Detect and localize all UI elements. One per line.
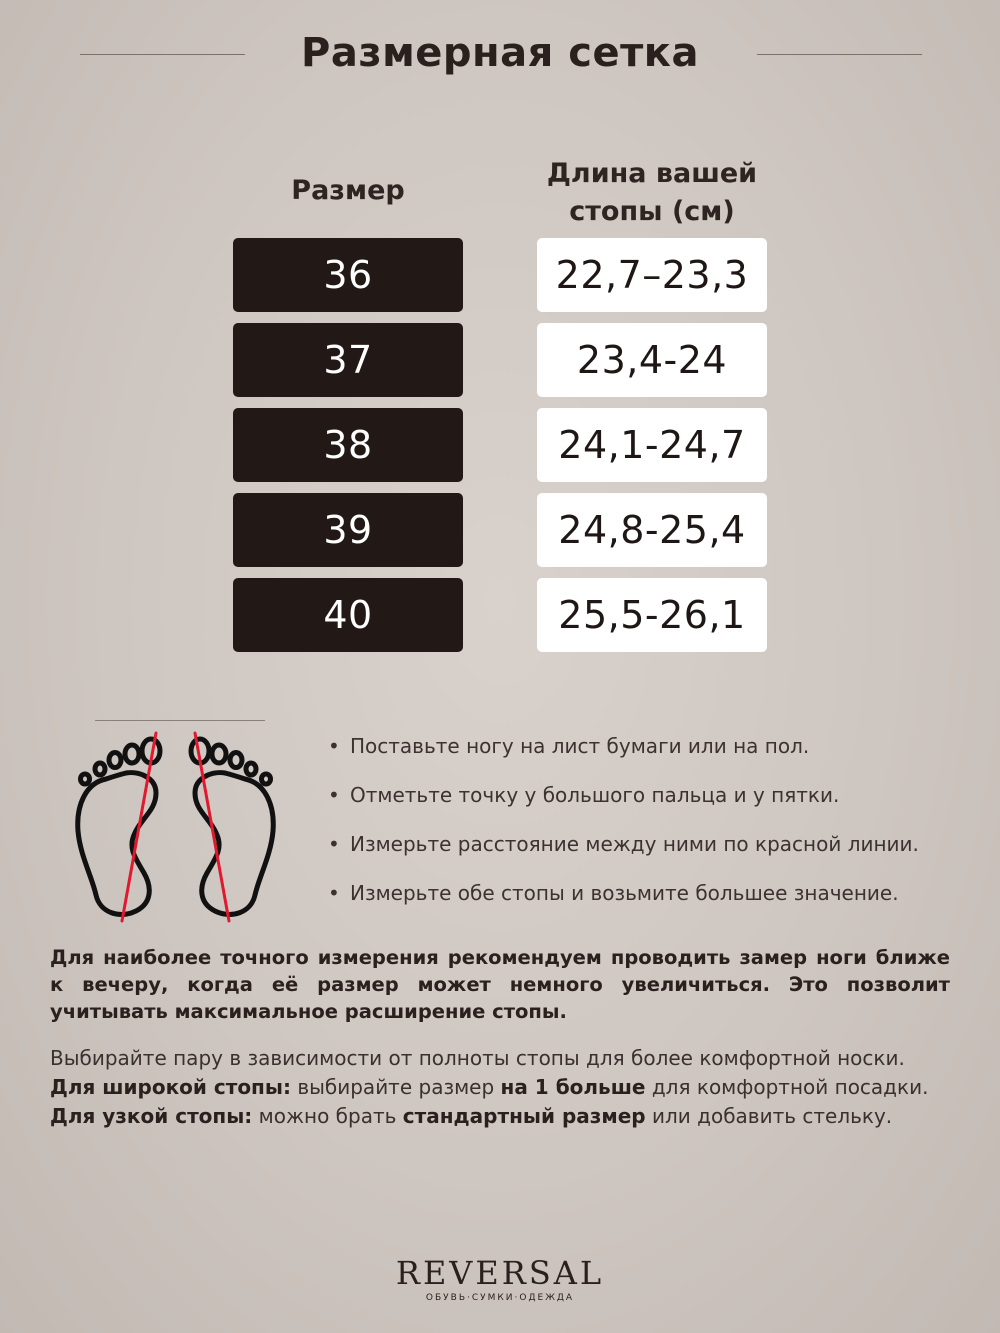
wide-foot-label: Для широкой стопы: (50, 1075, 291, 1099)
size-cell: 38 (233, 408, 463, 482)
right-toe (262, 774, 271, 784)
length-cell: 25,5-26,1 (537, 578, 767, 652)
wide-foot-advice (50, 1073, 970, 1102)
fit-advice-intro: Выбирайте пару в зависимости от полноты стопы для более комфортной носки. (50, 1046, 905, 1070)
length-cell: 24,1-24,7 (537, 408, 767, 482)
instruction-item (328, 830, 968, 879)
fit-advice (50, 1044, 970, 1131)
brand-tagline: ОБУВЬ·СУМКИ·ОДЕЖДА (425, 1293, 575, 1303)
narrow-foot-emphasis: стандартный размер (402, 1104, 646, 1128)
narrow-foot-label: Для узкой стопы: (50, 1104, 253, 1128)
instruction-item (328, 781, 968, 830)
feet-measurement-icon (68, 727, 283, 927)
right-toe (230, 753, 242, 768)
size-cell: 37 (233, 323, 463, 397)
wide-foot-text-b: для комфортной посадки. (645, 1075, 929, 1099)
size-column-header: Размер (291, 175, 405, 206)
wide-foot-emphasis: на 1 больше (500, 1075, 646, 1099)
narrow-foot-text-a: можно брать (252, 1104, 403, 1128)
right-toe (246, 763, 256, 775)
length-cell: 24,8-25,4 (537, 493, 767, 567)
feet-divider (95, 720, 265, 721)
size-cell: 36 (233, 238, 463, 312)
bullet-dot: • (328, 832, 340, 856)
left-toe (109, 753, 121, 768)
instruction-text: Отметьте точку у большого пальца и у пятки. (350, 783, 840, 807)
bullet-dot: • (328, 734, 340, 758)
length-header-line2: стопы (см) (569, 196, 735, 227)
size-cell: 39 (233, 493, 463, 567)
instruction-text: Измерьте обе стопы и возьмите большее значение. (350, 881, 899, 905)
measurement-instructions (328, 732, 968, 928)
left-toe (125, 745, 139, 763)
instruction-text: Поставьте ногу на лист бумаги или на пол. (350, 734, 810, 758)
bullet-dot: • (328, 881, 340, 905)
left-toe (95, 763, 105, 775)
instruction-item (328, 879, 968, 928)
right-toe (212, 745, 226, 763)
wide-foot-text-a: выбирайте размер (290, 1075, 501, 1099)
length-cell: 22,7–23,3 (537, 238, 767, 312)
page-title: Размерная сетка (301, 30, 699, 76)
length-column-header (537, 155, 767, 231)
narrow-foot-advice (50, 1102, 970, 1131)
length-cell: 23,4-24 (537, 323, 767, 397)
size-cell: 40 (233, 578, 463, 652)
length-header-line1: Длина вашей (546, 158, 758, 189)
instruction-item (328, 732, 968, 781)
instruction-text: Измерьте расстояние между ними по красной линии. (350, 832, 919, 856)
recommendation-text: Для наиболее точного измерения рекомендуем проводить замер ноги ближе к вечеру, когда её размер может немного увеличиться. Это позволит учитывать максимальное расширение стопы. (50, 946, 950, 1023)
narrow-foot-text-b: или добавить стельку. (645, 1104, 893, 1128)
left-toe (81, 774, 90, 784)
bullet-dot: • (328, 783, 340, 807)
brand-logo: REVERSAL (395, 1254, 605, 1292)
